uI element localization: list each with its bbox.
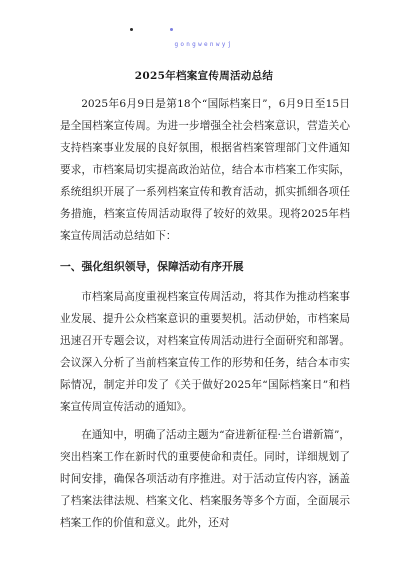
header-decoration — [0, 28, 408, 34]
intro-paragraph: 2025年6月9日是第18个“国际档案日”，6月9日至15日是全国档案宣传周。为进一步增强全社会档案意识，营造关心支持档案事业发展的良好氛围，根据省档案管理部门文件通知要求，市档案局切实提高政治站位，结合本市档案工作实际，系统组织开展了一系列档案宣传和教育活动，抓实抓细各项任务措施，档案宣传周活动取得了较好的效果。现将2025年档案宣传周活动总结如下： — [60, 98, 350, 242]
section-heading: 一、强化组织领导，保障活动有序开展 — [60, 260, 244, 273]
body-paragraph: 在通知中，明确了活动主题为“奋进新征程·兰台谱新篇”，突出档案工作在新时代的重要使命和责任。同时，详细规划了时间安排，确保各项活动有序推进。对于活动宣传内容，涵盖了档案法律法规、档案文化、档案服务等多个方面，全面展示档案工作的价值和意义。此外，还对 — [60, 429, 350, 529]
document-title: 2025年档案宣传周活动总结 — [134, 70, 274, 82]
body-paragraph: 市档案局高度重视档案宣传周活动，将其作为推动档案事业发展、提升公众档案意识的重要契机。活动伊始，市档案局迅速召开专题会议，对档案宣传周活动进行全面研究和部署。会议深入分析了当前档案宣传工作的形势和任务，结合本市实际情况，制定并印发了《关于做好2025年“国际档案日”和档案宣传周宣传活动的通知》。 — [60, 291, 350, 413]
document-body — [60, 93, 350, 540]
header-dot — [130, 28, 133, 31]
watermark-text: gongwenwyj — [174, 41, 234, 48]
header-dot — [170, 28, 173, 31]
